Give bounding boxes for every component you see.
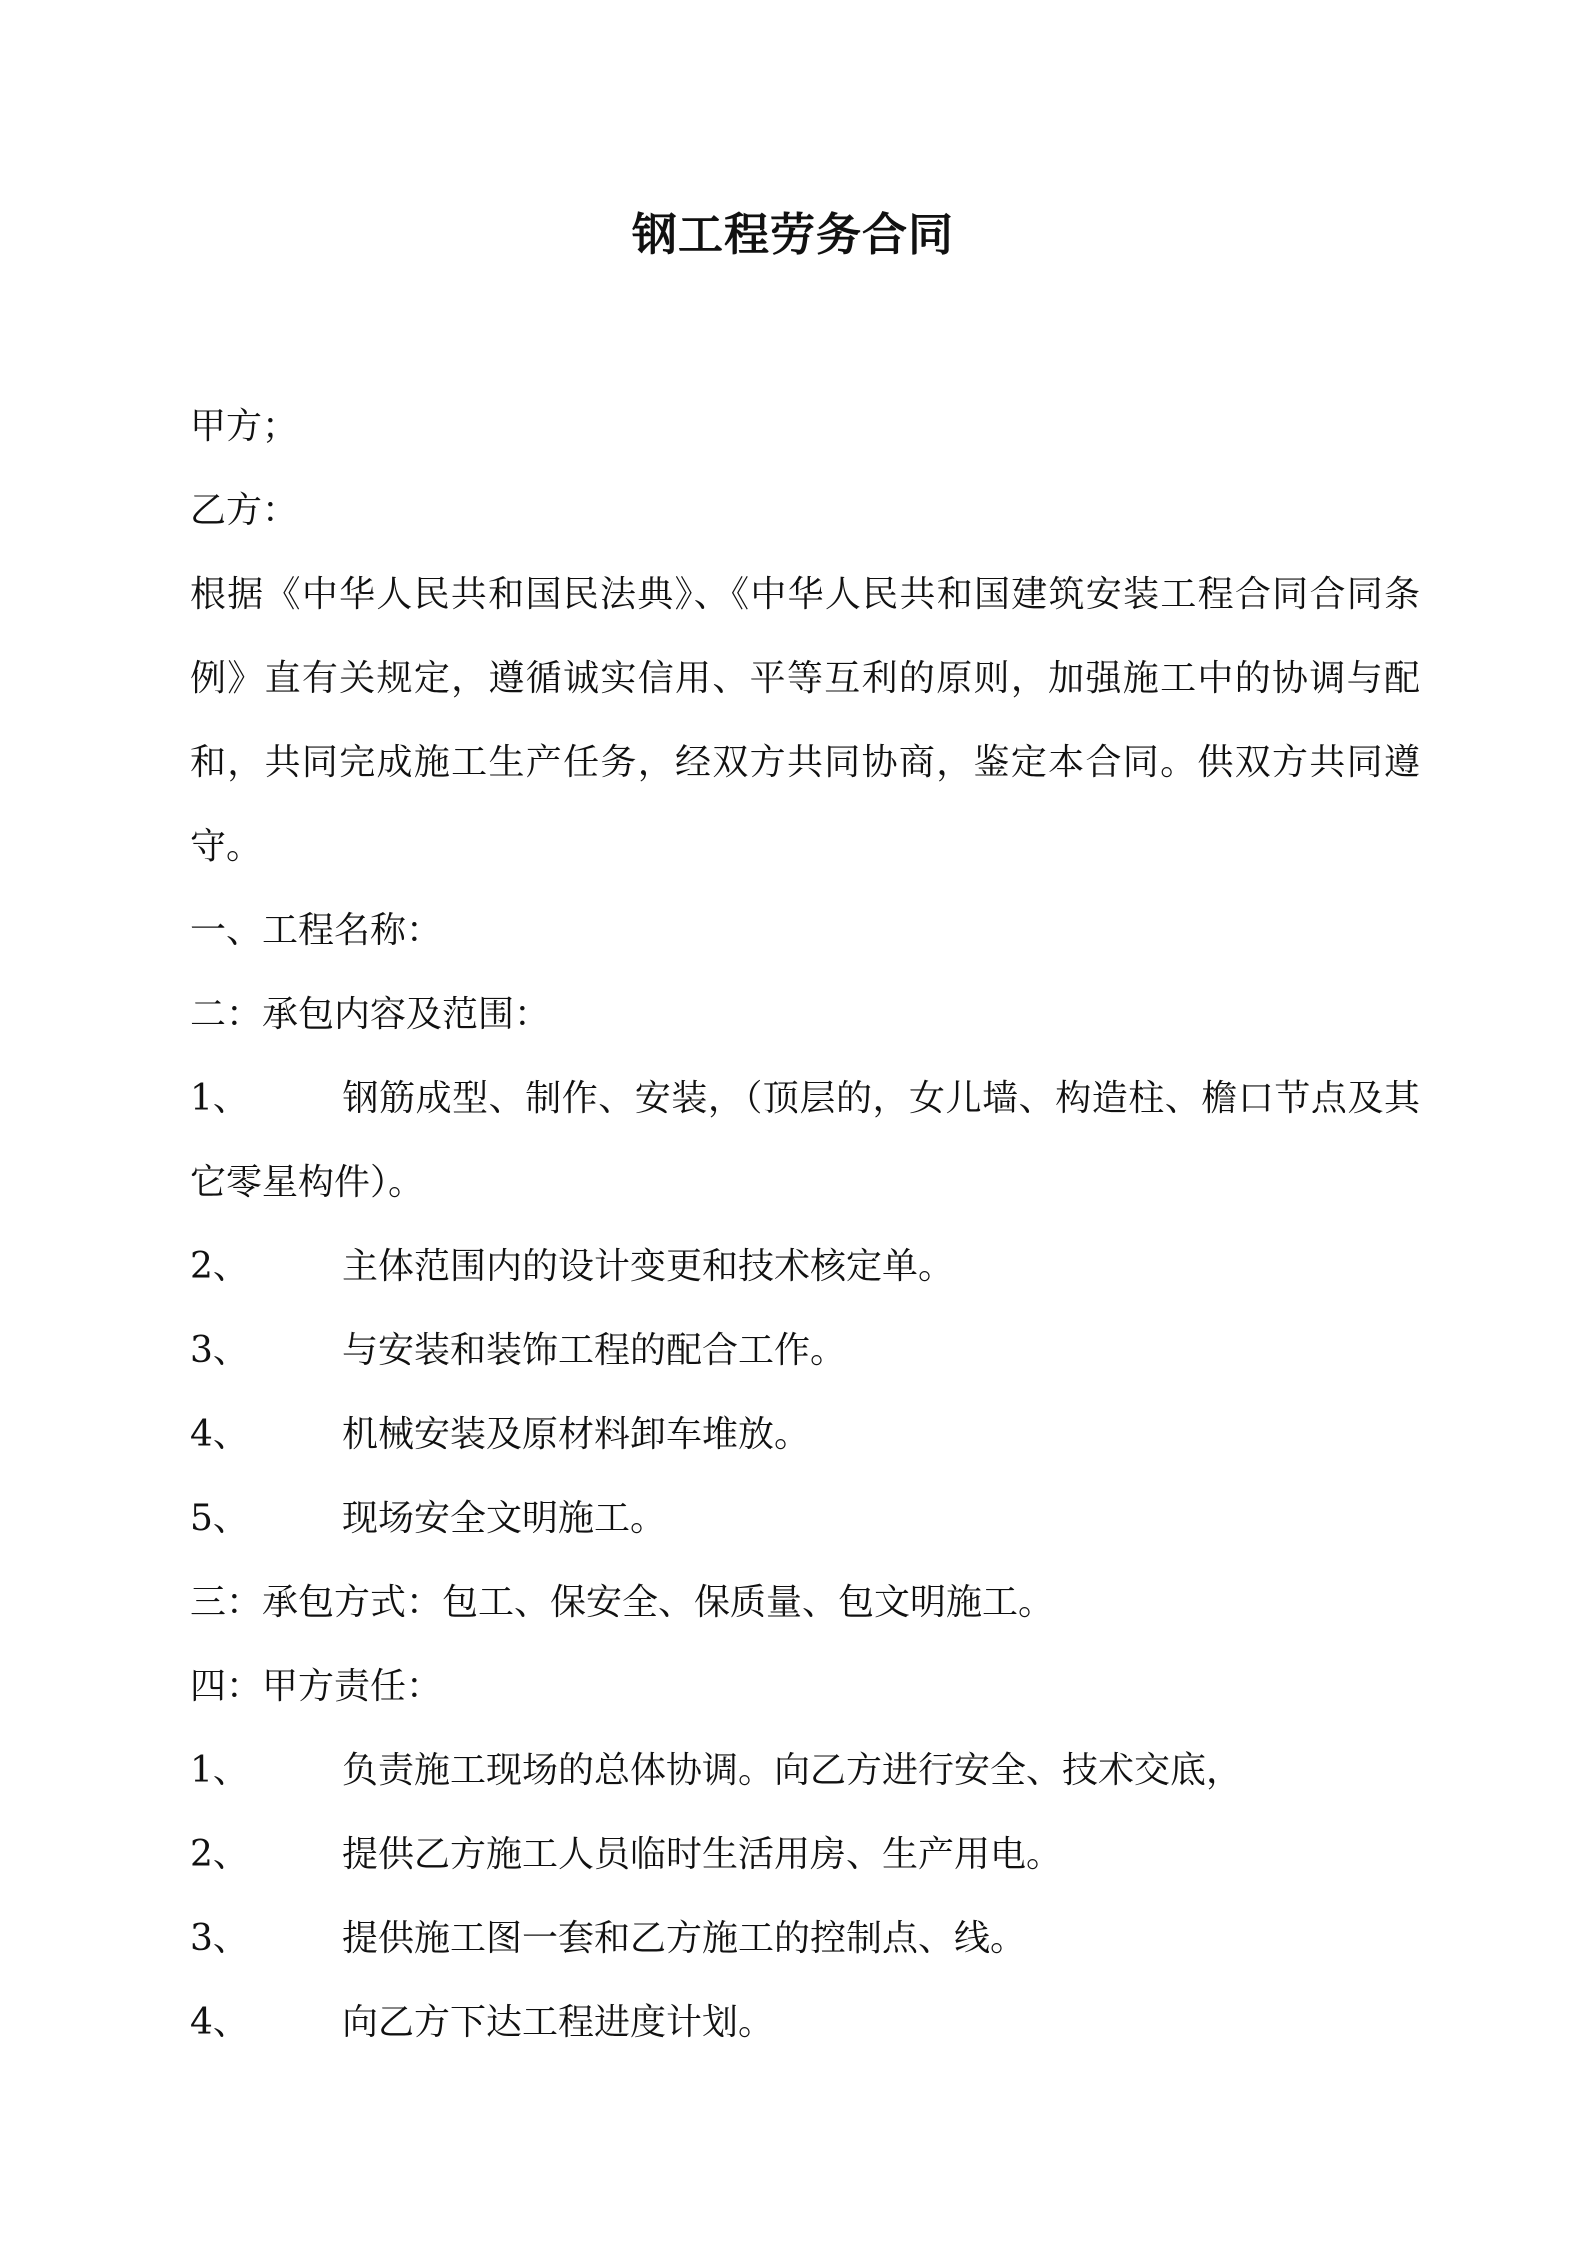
- scope-item-number: 3、: [190, 1330, 249, 1371]
- preamble-paragraph: 根据《中华人民共和国民法典》、《中华人民共和国建筑安装工程合同合同条例》直有关规定，遵循诚实信用、平等互利的原则，加强施工中的协调与配和，共同完成施工生产任务，经双方共同协商，鉴定本合同。供双方共同遵守。: [190, 574, 1420, 867]
- duty-item: [190, 1897, 1420, 1981]
- scope-item-text: 现场安全文明施工。: [342, 1498, 667, 1539]
- section-project-name: 一、工程名称：: [190, 910, 443, 951]
- duty-item-text: 提供施工图一套和乙方施工的控制点、线。: [342, 1918, 1027, 1959]
- section-party-a-duties-heading: 四：甲方责任：: [190, 1666, 443, 1707]
- duty-item: [190, 1981, 1420, 2065]
- scope-item-number: 2、: [190, 1246, 249, 1287]
- scope-item: [190, 1393, 1420, 1477]
- scope-item-text: 主体范围内的设计变更和技术核定单。: [342, 1246, 955, 1287]
- scope-item-text: 机械安装及原材料卸车堆放。: [342, 1414, 811, 1455]
- section-contract-method: 三：承包方式：包工、保安全、保质量、包文明施工。: [190, 1582, 1055, 1623]
- scope-item-number: 4、: [190, 1414, 249, 1455]
- party-a-line: 甲方；: [190, 406, 299, 447]
- document-title: 钢工程劳务合同: [631, 208, 954, 261]
- scope-item: [190, 1225, 1420, 1309]
- duty-item-text: 提供乙方施工人员临时生活用房、生产用电。: [342, 1834, 1063, 1875]
- duty-item-number: 4、: [190, 2002, 249, 2043]
- duty-item-text: 向乙方下达工程进度计划。: [342, 2002, 775, 2043]
- party-b-line: 乙方：: [190, 490, 299, 531]
- scope-item-number: 5、: [190, 1498, 249, 1539]
- duty-item-number: 1、: [190, 1750, 249, 1791]
- scope-item-text: 与安装和装饰工程的配合工作。: [342, 1330, 847, 1371]
- duty-item-text: 负责施工现场的总体协调。向乙方进行安全、技术交底，: [342, 1750, 1243, 1791]
- scope-item: [190, 1057, 1420, 1225]
- scope-item-text: 钢筋成型、制作、安装，（顶层的，女儿墙、构造柱、檐口节点及其它零星构件）。: [190, 1078, 1420, 1203]
- duty-item-number: 3、: [190, 1918, 249, 1959]
- scope-item: [190, 1309, 1420, 1393]
- scope-item: [190, 1477, 1420, 1561]
- duty-item: [190, 1729, 1420, 1813]
- scope-item-number: 1、: [190, 1078, 249, 1119]
- duty-item: [190, 1813, 1420, 1897]
- duty-item-number: 2、: [190, 1834, 249, 1875]
- section-scope-heading: 二：承包内容及范围：: [190, 994, 551, 1035]
